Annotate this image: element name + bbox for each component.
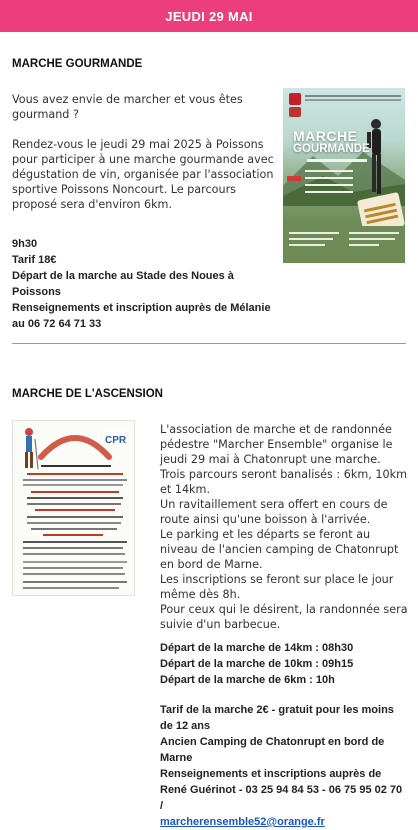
club-logo-icon: [289, 93, 301, 105]
section1-time: 9h30: [12, 238, 38, 250]
section1-contact: Renseignements et inscription auprès de Mélanie au 06 72 64 71 33: [12, 302, 271, 330]
section1-intro: [12, 92, 274, 212]
runner-silhouette-icon: [363, 116, 387, 200]
section2-paragraph: L'association de marche et de randonnée pédestre "Marcher Ensemble" organise le jeudi 29 mai à Chatonrupt une marche.: [160, 423, 393, 466]
date-header-text: JEUDI 29 MAI: [165, 8, 253, 24]
section1-departure: Départ de la marche au Stade des Noues à Poissons: [12, 270, 234, 298]
departure-6km: Départ de la marche de 6km : 10h: [160, 674, 335, 686]
section2-paragraph: Le parking et les départs se feront au niveau de l'ancien camping de Chatonrupt en bord de Marne.: [160, 528, 399, 571]
section2-paragraph: Pour ceux qui le désirent, la randonnée sera suivie d'un barbecue.: [160, 603, 408, 631]
marche-gourmande-poster[interactable]: [283, 88, 405, 263]
section1-details: [12, 236, 274, 332]
email-link[interactable]: marcherensemble52@orange.fr: [160, 816, 325, 828]
section2-intro: [160, 422, 408, 632]
section2-paragraph: Les inscriptions se feront sur place le jour même dès 8h.: [160, 573, 394, 601]
section2-price: Tarif de la marche 2€ - gratuit pour les moins de 12 ans: [160, 704, 394, 732]
marche-ascension-poster[interactable]: [12, 420, 135, 596]
section1-paragraph: Rendez-vous le jeudi 29 mai 2025 à Poissons pour participer à une marche gourmande avec dégustation de vin, organisée par l'association sportive Poissons Noncourt. Le parcours proposé sera d'environ 6km.: [12, 138, 274, 211]
section-title-marche-gourmande: MARCHE GOURMANDE: [12, 58, 143, 70]
poster-arc-title: [37, 427, 113, 461]
section2-details: [160, 702, 408, 830]
section-title-marche-ascension: MARCHE DE L'ASCENSION: [12, 388, 163, 400]
departure-10km: Départ de la marche de 10km : 09h15: [160, 658, 354, 670]
cpr-logo-icon: [103, 431, 125, 447]
section-divider: [12, 343, 406, 344]
poster-footer: [283, 226, 405, 263]
svg-text:CPR: CPR: [105, 435, 127, 446]
section2-location: Ancien Camping de Chatonrupt en bord de Marne: [160, 736, 385, 764]
section1-price: Tarif 18€: [12, 254, 57, 266]
departure-14km: Départ de la marche de 14km : 08h30: [160, 642, 354, 654]
section2-contact: Renseignements et inscriptions auprès de René Guérinot - 03 25 94 84 53 - 06 75 95 02 70 /: [160, 768, 403, 812]
poster-title-line2: GOURMANDE: [293, 143, 370, 155]
section2-departures: [160, 640, 408, 688]
town-crest-icon: [289, 107, 301, 117]
section2-paragraph: Un ravitaillement sera offert en cours de route ainsi qu'une boisson à l'arrivée.: [160, 498, 388, 526]
poster-bullets: [305, 170, 353, 198]
poster-price-badge: [287, 176, 301, 181]
section2-paragraph: Trois parcours seront banalisés : 6km, 10km et 14km.: [160, 468, 407, 496]
section1-paragraph: Vous avez envie de marcher et vous êtes gourmand ?: [12, 93, 243, 121]
poster-title-line1: MARCHE: [293, 128, 358, 144]
date-header: [0, 0, 418, 32]
